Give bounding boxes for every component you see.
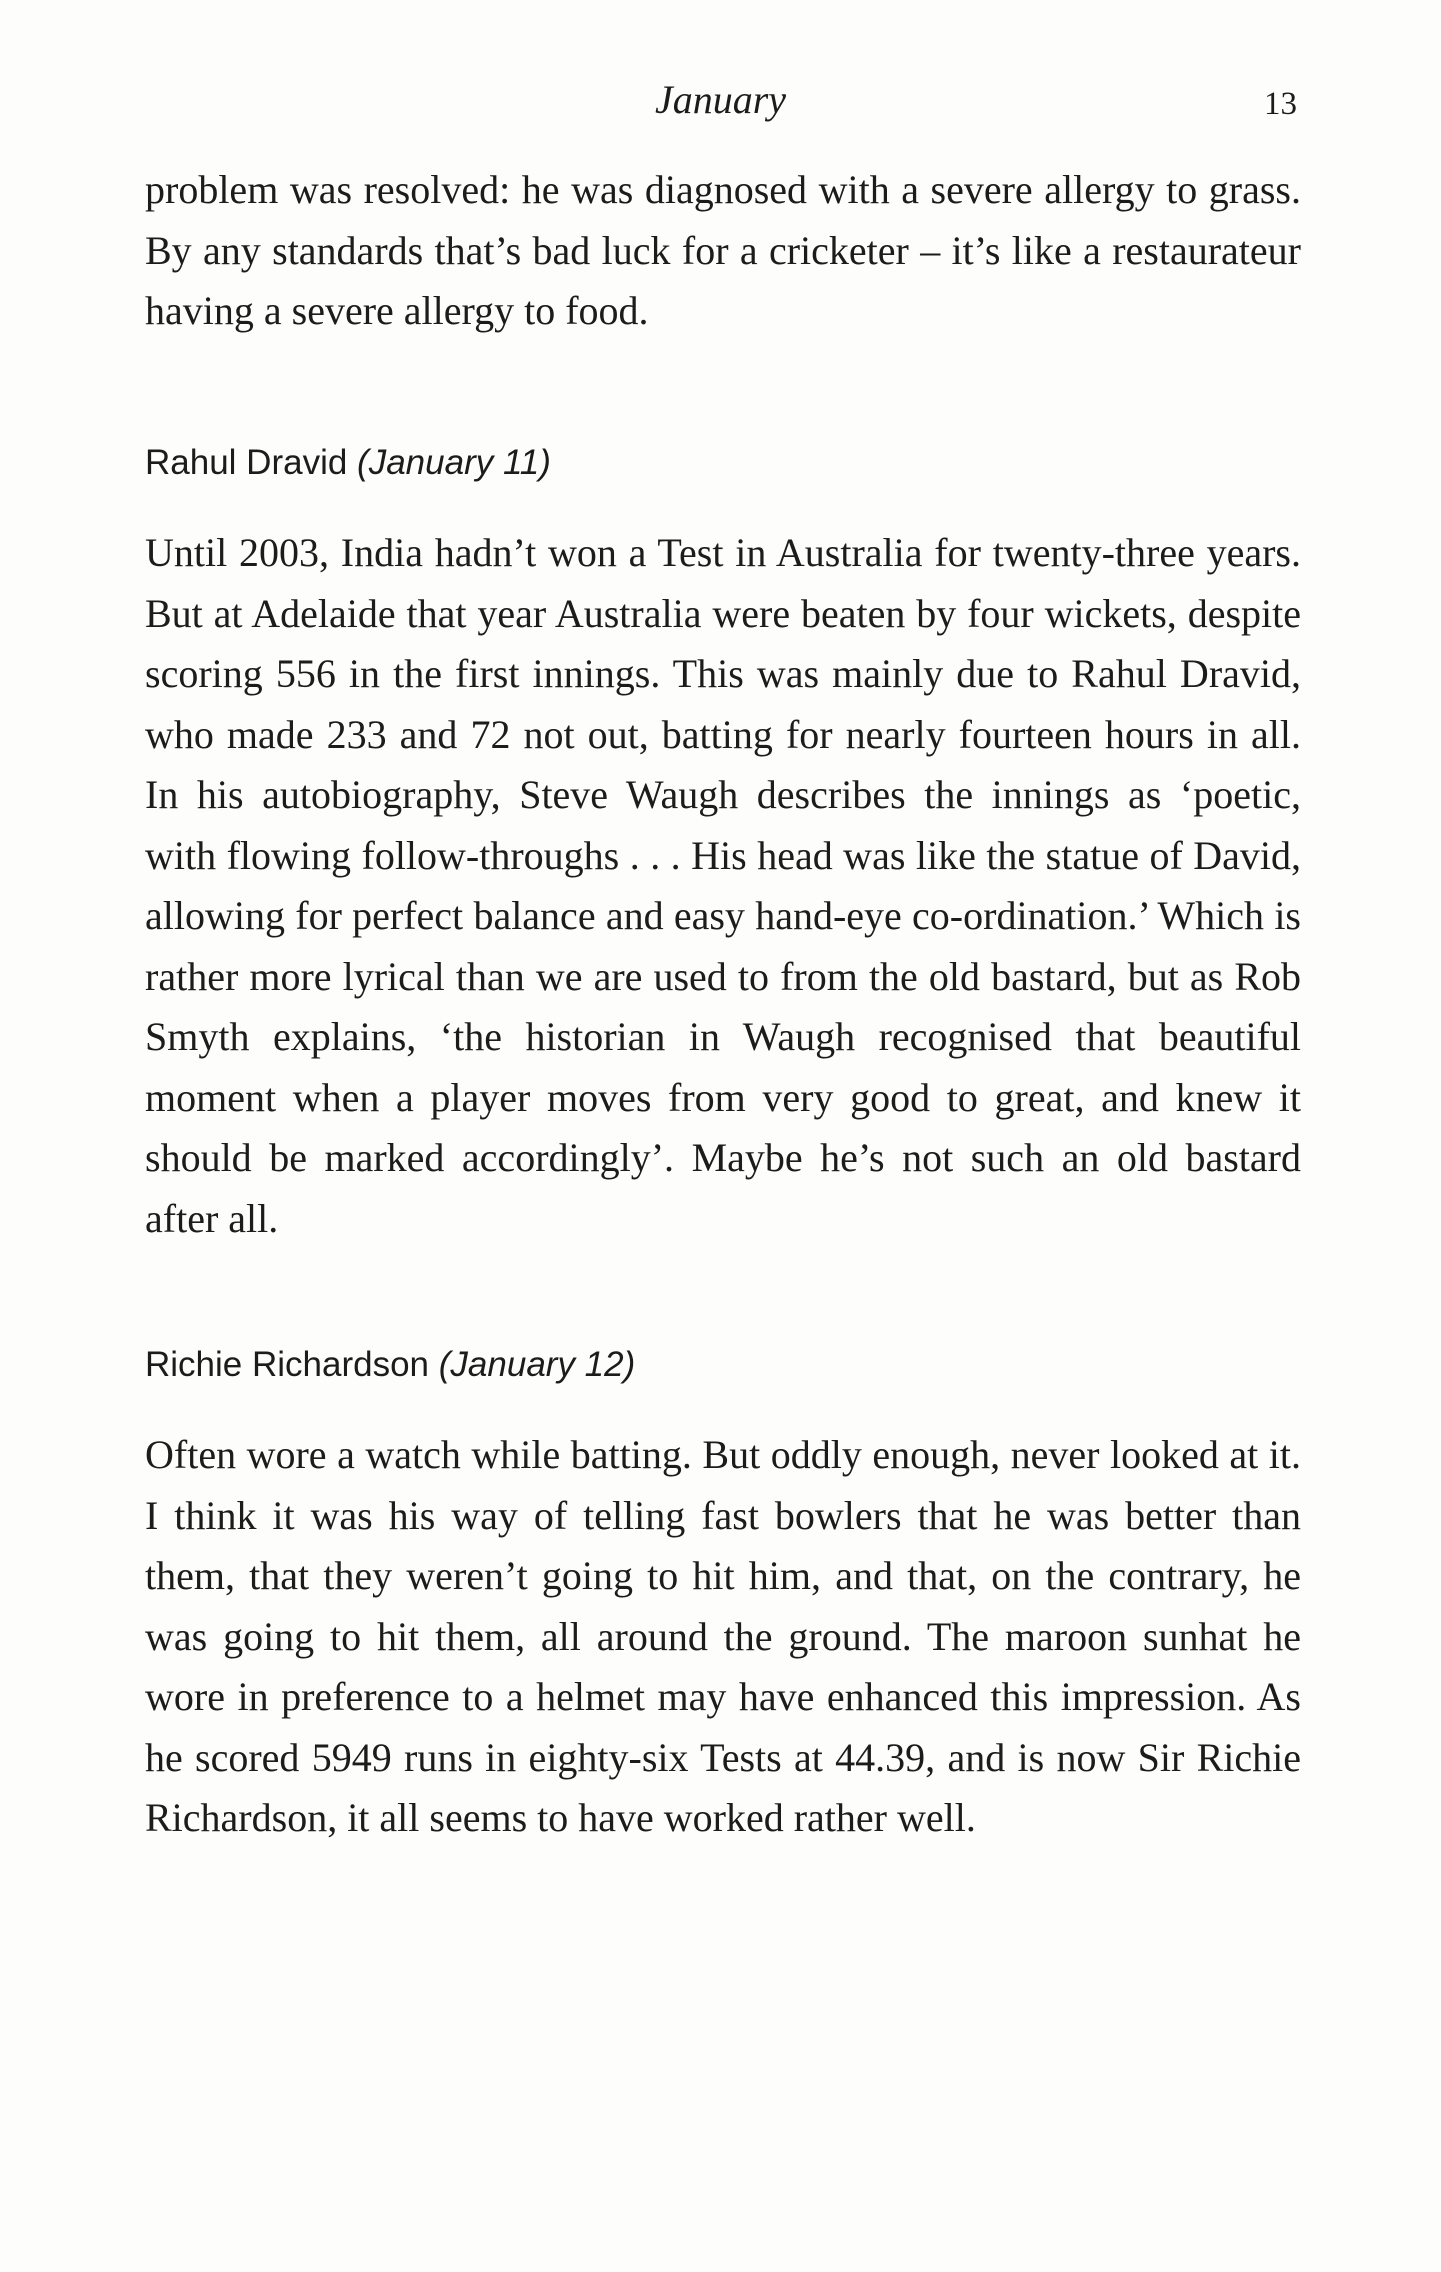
- section-heading-date: (January 11): [357, 443, 551, 482]
- running-title: January: [654, 77, 787, 122]
- section-paragraph-richardson: Often wore a watch while batting. But oddly enough, never looked at it. I think it was his way of telling fast bowlers that he was better than them, that they weren’t going to hit him, and that, on the contrary, he was going to hit them, all around the ground. The maroon sunhat he wore in preference to a helmet may have enhanced this impression. As he scored 5949 runs in eighty-six Tests at 44.39, and is now Sir Richie Richardson, it all seems to have worked rather well.: [145, 1432, 1301, 1840]
- running-header: [0, 74, 1441, 134]
- section-heading-richardson: [145, 1340, 1301, 1390]
- section-heading-name: Richie Richardson: [145, 1345, 430, 1384]
- section-paragraph-dravid: Until 2003, India hadn’t won a Test in Australia for twenty-three years. But at Adelaide that year Australia were beaten by four wickets, despite scoring 556 in the first innings. This was mainly due to Rahul Dravid, who made 233 and 72 not out, batting for nearly fourteen hours in all. In his autobiography, Steve Waugh describes the innings as ‘poetic, with flowing follow-throughs . . . His head was like the statue of David, allowing for perfect balance and easy hand-eye co-ordination.’ Which is rather more lyrical than we are used to from the old bastard, but as Rob Smyth explains, ‘the historian in Waugh recognised that beautiful moment when a player moves from very good to great, and knew it should be marked accordingly’. Maybe he’s not such an old bastard after all.: [145, 530, 1301, 1241]
- intro-paragraph: problem was resolved: he was diagnosed with a severe allergy to grass. By any standards that’s bad luck for a cricketer – it’s like a restaurateur having a severe allergy to food.: [145, 167, 1301, 333]
- section-heading-name: Rahul Dravid: [145, 443, 348, 482]
- section-heading-dravid: [145, 438, 1301, 488]
- section-heading-date: (January 12): [438, 1345, 636, 1384]
- page-number: 13: [1264, 86, 1297, 122]
